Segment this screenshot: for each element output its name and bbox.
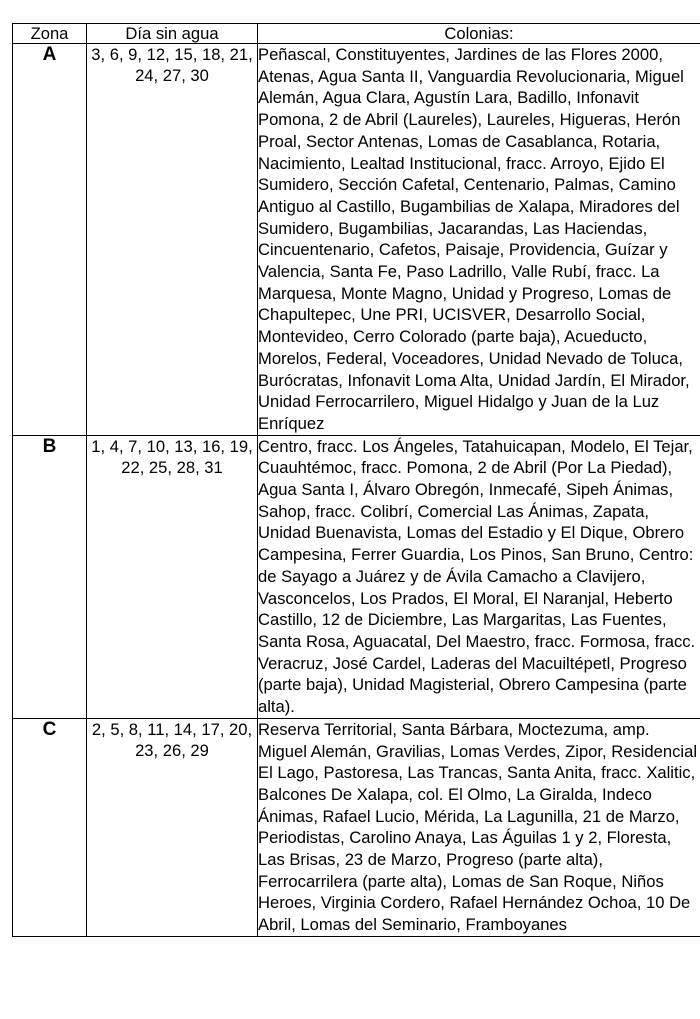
zone-label: C (13, 718, 87, 936)
water-schedule-table (12, 23, 700, 937)
neighborhoods-list: Reserva Territorial, Santa Bárbara, Moctezuma, amp. Miguel Alemán, Gravilias, Lomas Verdes, Zipor, Residencial El Lago, Pastoresa, Las Trancas, Santa Anita, fracc. Xalitic, Balcones De Xalapa, col. El Olmo, La Giralda, Indeco Ánimas, Rafael Lucio, Mérida, La Lagunilla, 21 de Marzo, Periodistas, Carolino Anaya, Las Águilas 1 y 2, Floresta, Las Brisas, 23 de Marzo, Progreso (parte alta), Ferrocarrilera (parte alta), Lomas de San Roque, Niños Heroes, Virginia Cordero, Rafael Hernández Ochoa, 10 De Abril, Lomas del Seminario, Framboyanes (258, 718, 700, 936)
document-page (12, 23, 700, 937)
days-without-water: 1, 4, 7, 10, 13, 16, 19, 22, 25, 28, 31 (87, 435, 258, 718)
header-colonias: Colonias: (258, 24, 700, 44)
days-without-water: 3, 6, 9, 12, 15, 18, 21, 24, 27, 30 (87, 44, 258, 436)
zone-label: A (13, 44, 87, 436)
table-row (13, 435, 700, 718)
header-dia-sin-agua: Día sin agua (87, 24, 258, 44)
neighborhoods-list: Peñascal, Constituyentes, Jardines de las Flores 2000, Atenas, Agua Santa II, Vanguardia Revolucionaria, Miguel Alemán, Agua Clara, Agustín Lara, Badillo, Infonavit Pomona, 2 de Abril (Laureles), Laureles, Higueras, Herón Proal, Sector Antenas, Lomas de Casablanca, Rotaria, Nacimiento, Lealtad Institucional, fracc. Arroyo, Ejido El Sumidero, Sección Cafetal, Centenario, Palmas, Camino Antiguo al Castillo, Bugambilias de Xalapa, Miradores del Sumidero, Bugambilias, Jacarandas, Las Haciendas, Cincuentenario, Cafetos, Paisaje, Providencia, Guízar y Valencia, Santa Fe, Paso Ladrillo, Valle Rubí, fracc. La Marquesa, Monte Magno, Unidad y Progreso, Lomas de Chapultepec, Une PRI, UCISVER, Desarrollo Social, Montevideo, Cerro Colorado (parte baja), Acueducto, Morelos, Federal, Voceadores, Unidad Nevado de Toluca, Burócratas, Infonavit Loma Alta, Unidad Jardín, El Mirador, Unidad Ferrocarrilero, Miguel Hidalgo y Juan de la Luz Enríquez (258, 44, 700, 436)
header-row (13, 24, 700, 44)
header-zona: Zona (13, 24, 87, 44)
neighborhoods-list: Centro, fracc. Los Ángeles, Tatahuicapan, Modelo, El Tejar, Cuauhtémoc, fracc. Pomona, 2 de Abril (Por La Piedad), Agua Santa I, Álvaro Obregón, Inmecafé, Sipeh Ánimas, Sahop, fracc. Colibrí, Comercial Las Ánimas, Zapata, Unidad Buenavista, Lomas del Estadio y El Dique, Obrero Campesina, Ferrer Guardia, Los Pinos, San Bruno, Centro: de Sayago a Juárez y de Ávila Camacho a Clavijero, Vasconcelos, Los Prados, El Moral, El Naranjal, Heberto Castillo, 12 de Diciembre, Las Margaritas, Las Fuentes, Santa Rosa, Aguacatal, Del Maestro, fracc. Formosa, fracc. Veracruz, José Cardel, Laderas del Macuiltépetl, Progreso (parte baja), Unidad Magisterial, Obrero Campesina (parte alta). (258, 435, 700, 718)
zone-label: B (13, 435, 87, 718)
days-without-water: 2, 5, 8, 11, 14, 17, 20, 23, 26, 29 (87, 718, 258, 936)
table-row (13, 44, 700, 436)
table-row (13, 718, 700, 936)
